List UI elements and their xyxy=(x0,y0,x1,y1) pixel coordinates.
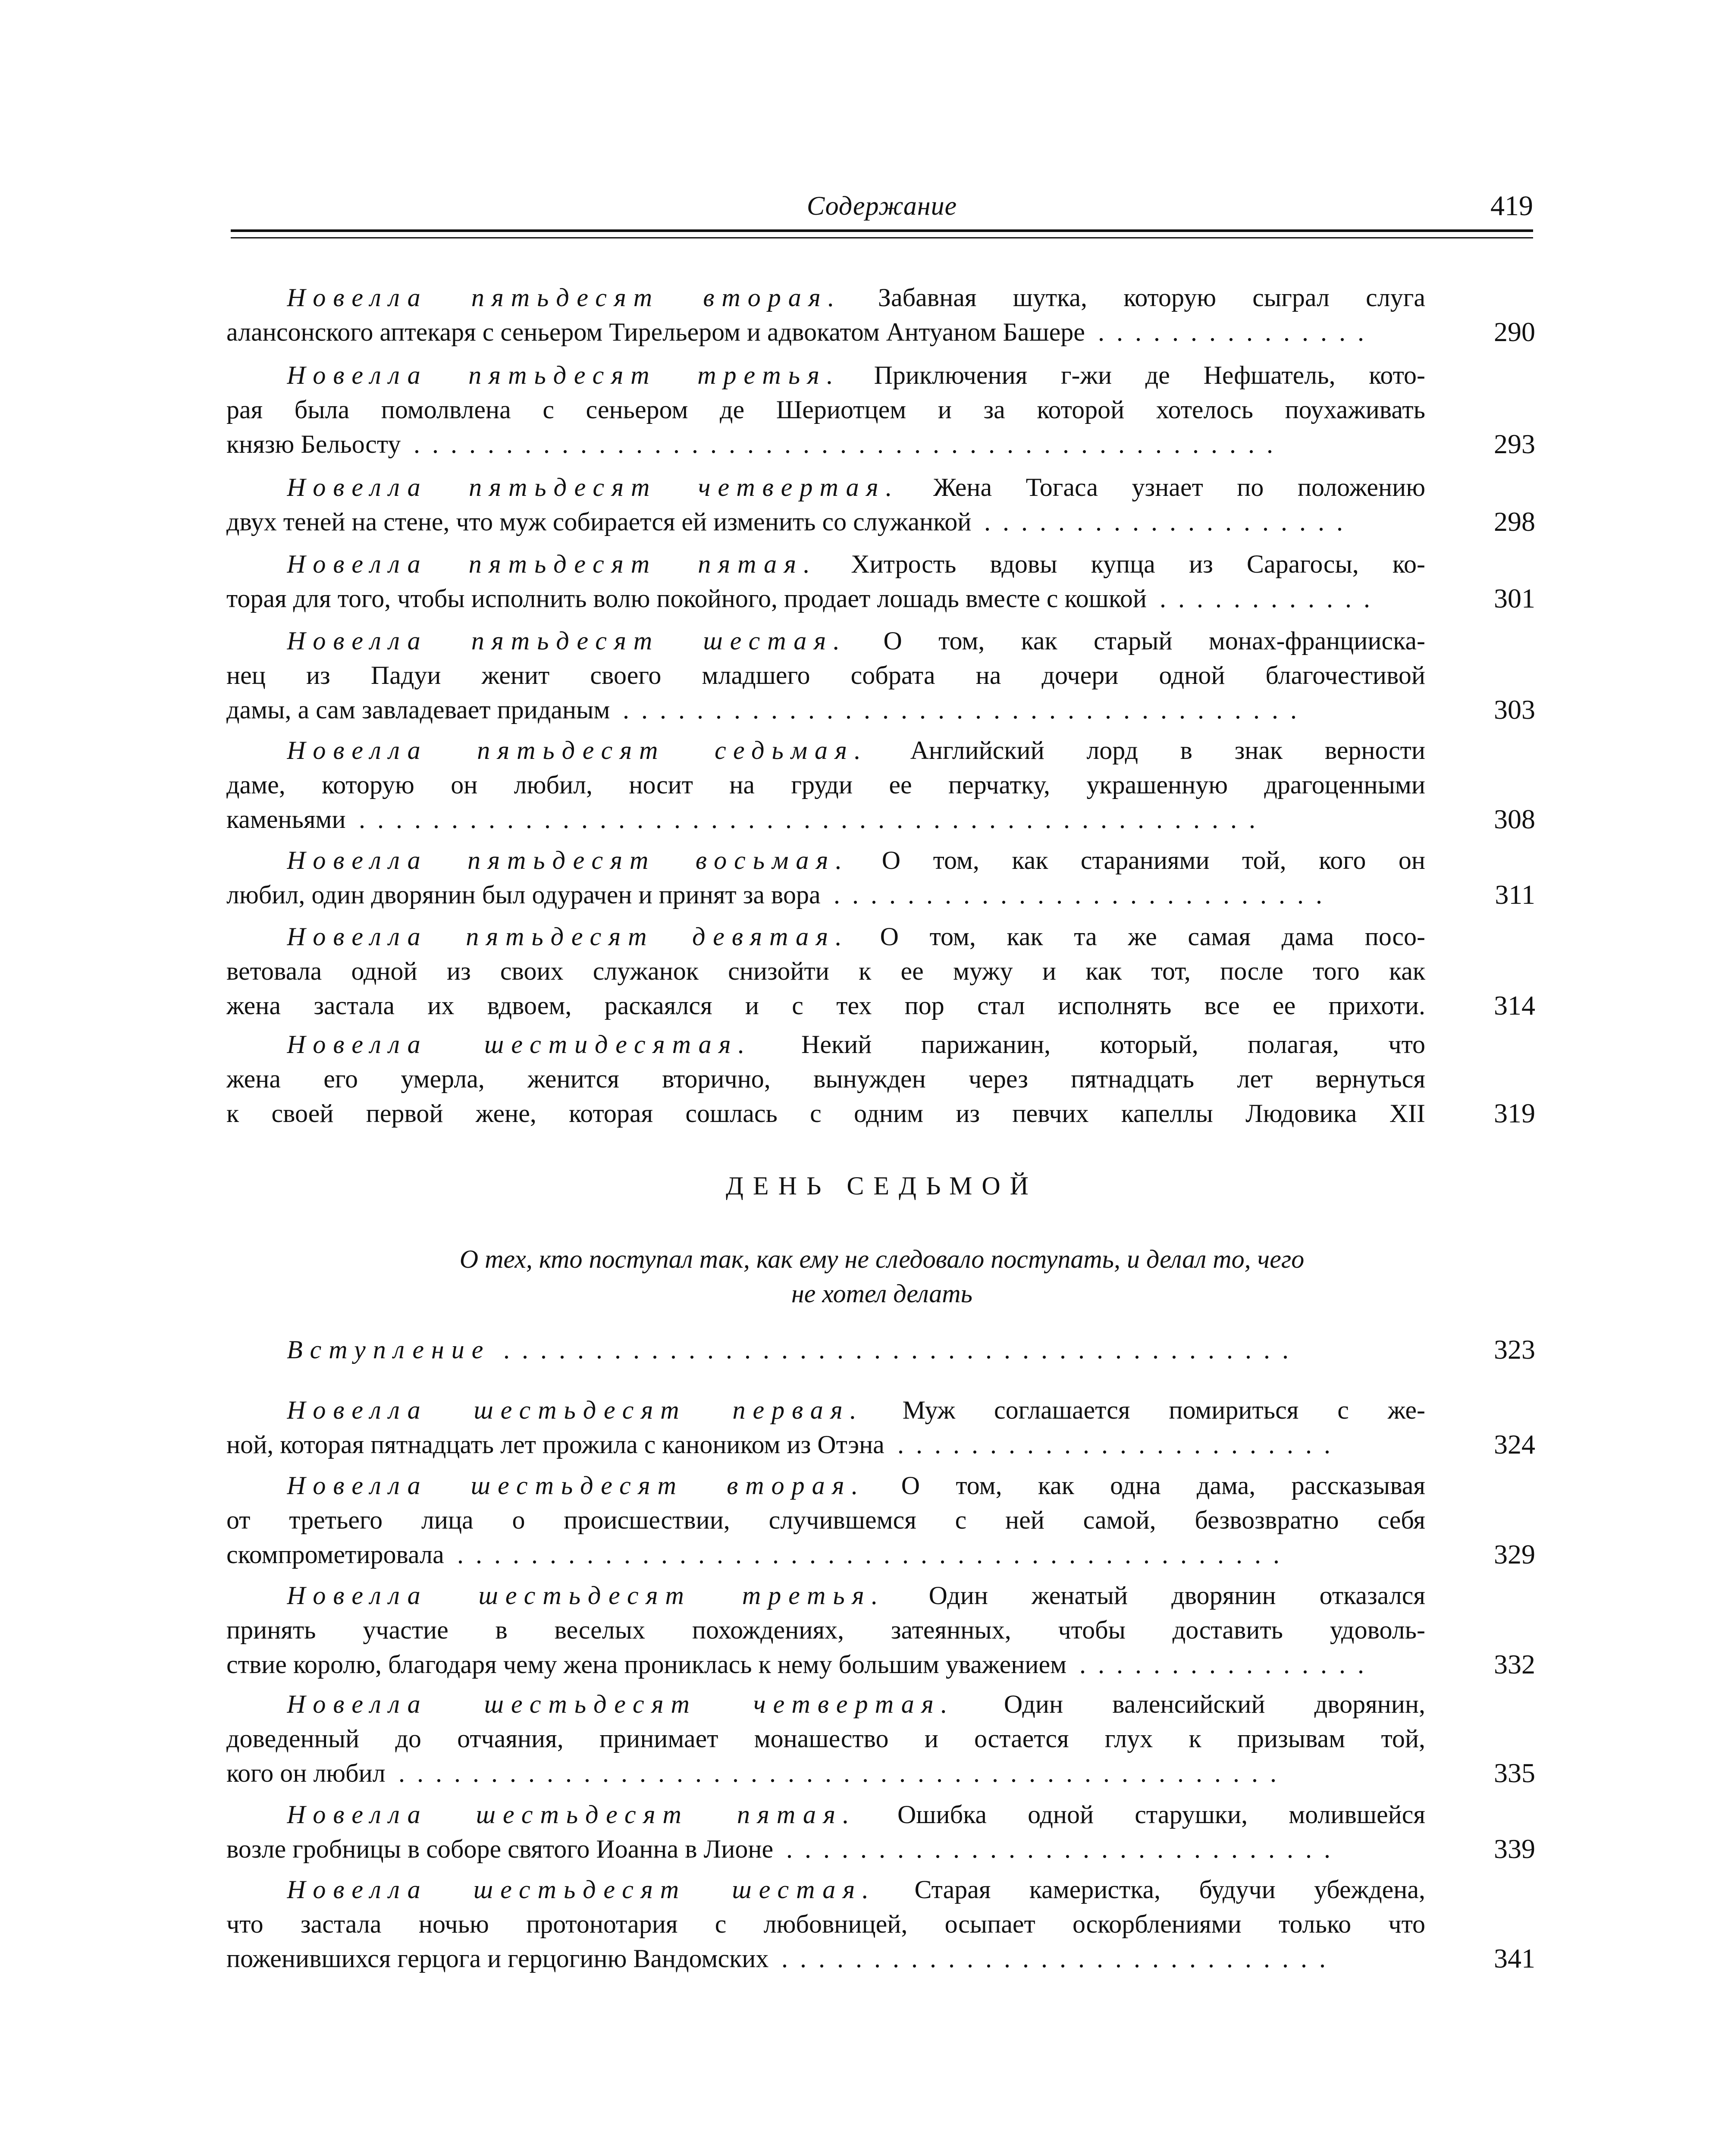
entry-text: Забавная шутка, которую сыграл слуга xyxy=(878,283,1425,312)
entry-text: Английский лорд в знак верности xyxy=(910,736,1425,765)
entry-label: Новелла пятьдесят пятая. xyxy=(287,550,818,578)
entry-text: Жена Тогаса узнает по положению xyxy=(933,473,1425,501)
entry-text: О том, как та же самая дама посо- xyxy=(880,922,1425,951)
dot-leader: ............................................... xyxy=(414,430,1285,458)
toc-entry xyxy=(226,1687,1535,1790)
entry-label: Новелла пятьдесят четвертая. xyxy=(287,473,900,501)
entry-text: ствие королю, благодаря чему жена прониклась к нему большим уважением xyxy=(226,1650,1067,1679)
entry-text: О том, как стараниями той, кого он xyxy=(881,846,1425,874)
entry-text: что застала ночью протонотария с любовницей, осыпает оскорблениями только что xyxy=(226,1910,1425,1938)
dot-leader: .............................. xyxy=(786,1835,1342,1863)
entry-page: 308 xyxy=(1494,804,1535,834)
entry-text: принять участие в веселых похождениях, затеянных, чтобы доставить удоволь- xyxy=(226,1616,1425,1644)
entry-label: Новелла шестьдесят четвертая. xyxy=(287,1690,955,1718)
running-title: Содержание xyxy=(806,191,957,221)
entry-text: торая для того, чтобы исполнить волю покойного, продает лошадь вместе с кошкой xyxy=(226,584,1147,613)
toc-entry xyxy=(226,358,1535,461)
entry-label: Новелла шестидесятая. xyxy=(287,1030,752,1059)
entry-label: Новелла шестьдесят третья. xyxy=(287,1581,885,1610)
dot-leader: ........................................... xyxy=(503,1335,1301,1364)
dot-leader: ............................................. xyxy=(457,1540,1292,1569)
entry-text: Один женатый дворянин отказался xyxy=(928,1581,1425,1610)
toc-entry xyxy=(226,1797,1535,1866)
entry-text: доведенный до отчаяния, принимает монашество и остается глух к призывам той, xyxy=(226,1724,1425,1753)
toc-entry xyxy=(226,1468,1535,1572)
entry-label: Новелла шестьдесят вторая. xyxy=(287,1471,866,1500)
entry-text: ветовала одной из своих служанок снизойти к ее мужу и как тот, после того как xyxy=(226,957,1425,985)
entry-text: ной, которая пятнадцать лет прожила с каноником из Отэна xyxy=(226,1430,884,1459)
dot-leader: ............ xyxy=(1160,584,1382,613)
entry-label: Новелла пятьдесят девятая. xyxy=(287,922,849,951)
running-header xyxy=(231,189,1533,223)
toc-entry xyxy=(226,624,1535,727)
section-subtitle xyxy=(231,1242,1533,1311)
entry-text: О том, как старый монах-францииска- xyxy=(883,627,1425,655)
entry-text: Ошибка одной старушки, молившейся xyxy=(897,1800,1425,1829)
dot-leader: .............................. xyxy=(781,1944,1338,1973)
entry-label: Новелла шестьдесят пятая. xyxy=(287,1800,856,1829)
entry-text: алансонского аптекаря с сеньером Тирельером и адвокатом Антуаном Башере xyxy=(226,318,1085,346)
toc-entry xyxy=(226,1027,1535,1131)
entry-label: Новелла пятьдесят восьмая. xyxy=(287,846,850,874)
entry-text: Муж соглашается помириться с же- xyxy=(902,1396,1425,1424)
entry-label: Новелла шестьдесят шестая. xyxy=(287,1875,876,1904)
entry-page: 303 xyxy=(1494,694,1535,725)
dot-leader: ........................ xyxy=(897,1430,1342,1459)
toc-entry xyxy=(226,280,1535,349)
section-subtitle-line: О тех, кто поступал так, как ему не следовало поступать, и делал то, чего xyxy=(459,1245,1305,1273)
entry-page: 290 xyxy=(1494,317,1535,347)
toc-entry xyxy=(226,547,1535,616)
dot-leader: ................ xyxy=(1079,1650,1376,1679)
header-rule-thin xyxy=(231,237,1533,238)
toc-entry xyxy=(226,1872,1535,1976)
entry-text: жена застала их вдвоем, раскаялся и с тех пор стал исполнять все ее прихоти. xyxy=(226,991,1425,1020)
entry-text: любил, один дворянин был одурачен и принят за вора xyxy=(226,881,821,909)
entry-text: Хитрость вдовы купца из Сарагосы, ко- xyxy=(851,550,1425,578)
dot-leader: ................................................ xyxy=(398,1759,1289,1787)
entry-page: 341 xyxy=(1494,1943,1535,1974)
dot-leader: ..................................... xyxy=(623,696,1309,724)
toc-entry xyxy=(226,843,1535,912)
entry-text: дамы, а сам завладевает приданым xyxy=(226,696,610,724)
toc-entry xyxy=(226,1332,1535,1367)
dot-leader: ................................................. xyxy=(359,805,1267,834)
entry-label: Новелла шестьдесят первая. xyxy=(287,1396,864,1424)
entry-text: возле гробницы в соборе святого Иоанна в Лионе xyxy=(226,1835,774,1863)
entry-text: поженившихся герцога и герцогиню Вандомских xyxy=(226,1944,769,1973)
entry-label: Новелла пятьдесят седьмая. xyxy=(287,736,868,765)
entry-text: Старая камеристка, будучи убеждена, xyxy=(914,1875,1425,1904)
entry-page: 329 xyxy=(1494,1539,1535,1570)
section-subtitle-line: не хотел делать xyxy=(791,1279,972,1308)
entry-page: 324 xyxy=(1494,1429,1535,1460)
entry-text: от третьего лица о происшествии, случившемся с ней самой, безвозвратно себя xyxy=(226,1506,1425,1534)
dot-leader: ............... xyxy=(1098,318,1376,346)
toc-entry xyxy=(226,470,1535,539)
dot-leader: .................... xyxy=(984,508,1355,536)
entry-text: жена его умерла, женится вторично, вынужден через пятнадцать лет вернуться xyxy=(226,1065,1425,1093)
entry-text: Один валенсийский дворянин, xyxy=(1004,1690,1425,1718)
toc-entry xyxy=(226,733,1535,837)
entry-text: каменьями xyxy=(226,805,346,834)
entry-page: 339 xyxy=(1494,1833,1535,1864)
entry-page: 332 xyxy=(1494,1649,1535,1680)
entry-text: Некий парижанин, который, полагая, что xyxy=(801,1030,1425,1059)
section-title: ДЕНЬ СЕДЬМОЙ xyxy=(725,1172,1038,1200)
entry-label: Новелла пятьдесят вторая. xyxy=(287,283,842,312)
entry-page: 298 xyxy=(1494,506,1535,537)
entry-text: О том, как одна дама, рассказывая xyxy=(901,1471,1425,1500)
entry-page: 314 xyxy=(1494,990,1535,1021)
entry-page: 301 xyxy=(1494,583,1535,614)
entry-text: рая была помолвлена с сеньером де Шериотцем и за которой хотелось поухаживать xyxy=(226,395,1425,424)
entry-text: нец из Падуи женит своего младшего собрата на дочери одной благочестивой xyxy=(226,661,1425,689)
toc-entry xyxy=(226,1578,1535,1682)
header-rule-thick xyxy=(231,229,1533,232)
entry-text: кого он любил xyxy=(226,1759,386,1787)
entry-label: Новелла пятьдесят третья. xyxy=(287,361,841,389)
entry-page: 323 xyxy=(1494,1334,1535,1365)
entry-label: Вступление xyxy=(287,1335,491,1364)
page-number: 419 xyxy=(1490,190,1533,222)
entry-page: 293 xyxy=(1494,429,1535,459)
toc-entry xyxy=(226,919,1535,1023)
entry-page: 311 xyxy=(1495,879,1535,910)
entry-text: даме, которую он любил, носит на груди ее перчатку, украшенную драгоценными xyxy=(226,771,1425,799)
dot-leader: ........................... xyxy=(834,881,1334,909)
entry-label: Новелла пятьдесят шестая. xyxy=(287,627,847,655)
entry-text: скомпрометировала xyxy=(226,1540,444,1569)
entry-page: 335 xyxy=(1494,1758,1535,1788)
toc-entry xyxy=(226,1393,1535,1462)
entry-text: князю Бельосту xyxy=(226,430,401,458)
entry-page: 319 xyxy=(1494,1098,1535,1128)
entry-text: двух теней на стене, что муж собирается ей изменить со служанкой xyxy=(226,508,972,536)
entry-text: Приключения г-жи де Нефшатель, кото- xyxy=(874,361,1425,389)
entry-text: к своей первой жене, которая сошлась с одним из певчих капеллы Людовика XII xyxy=(226,1099,1425,1128)
